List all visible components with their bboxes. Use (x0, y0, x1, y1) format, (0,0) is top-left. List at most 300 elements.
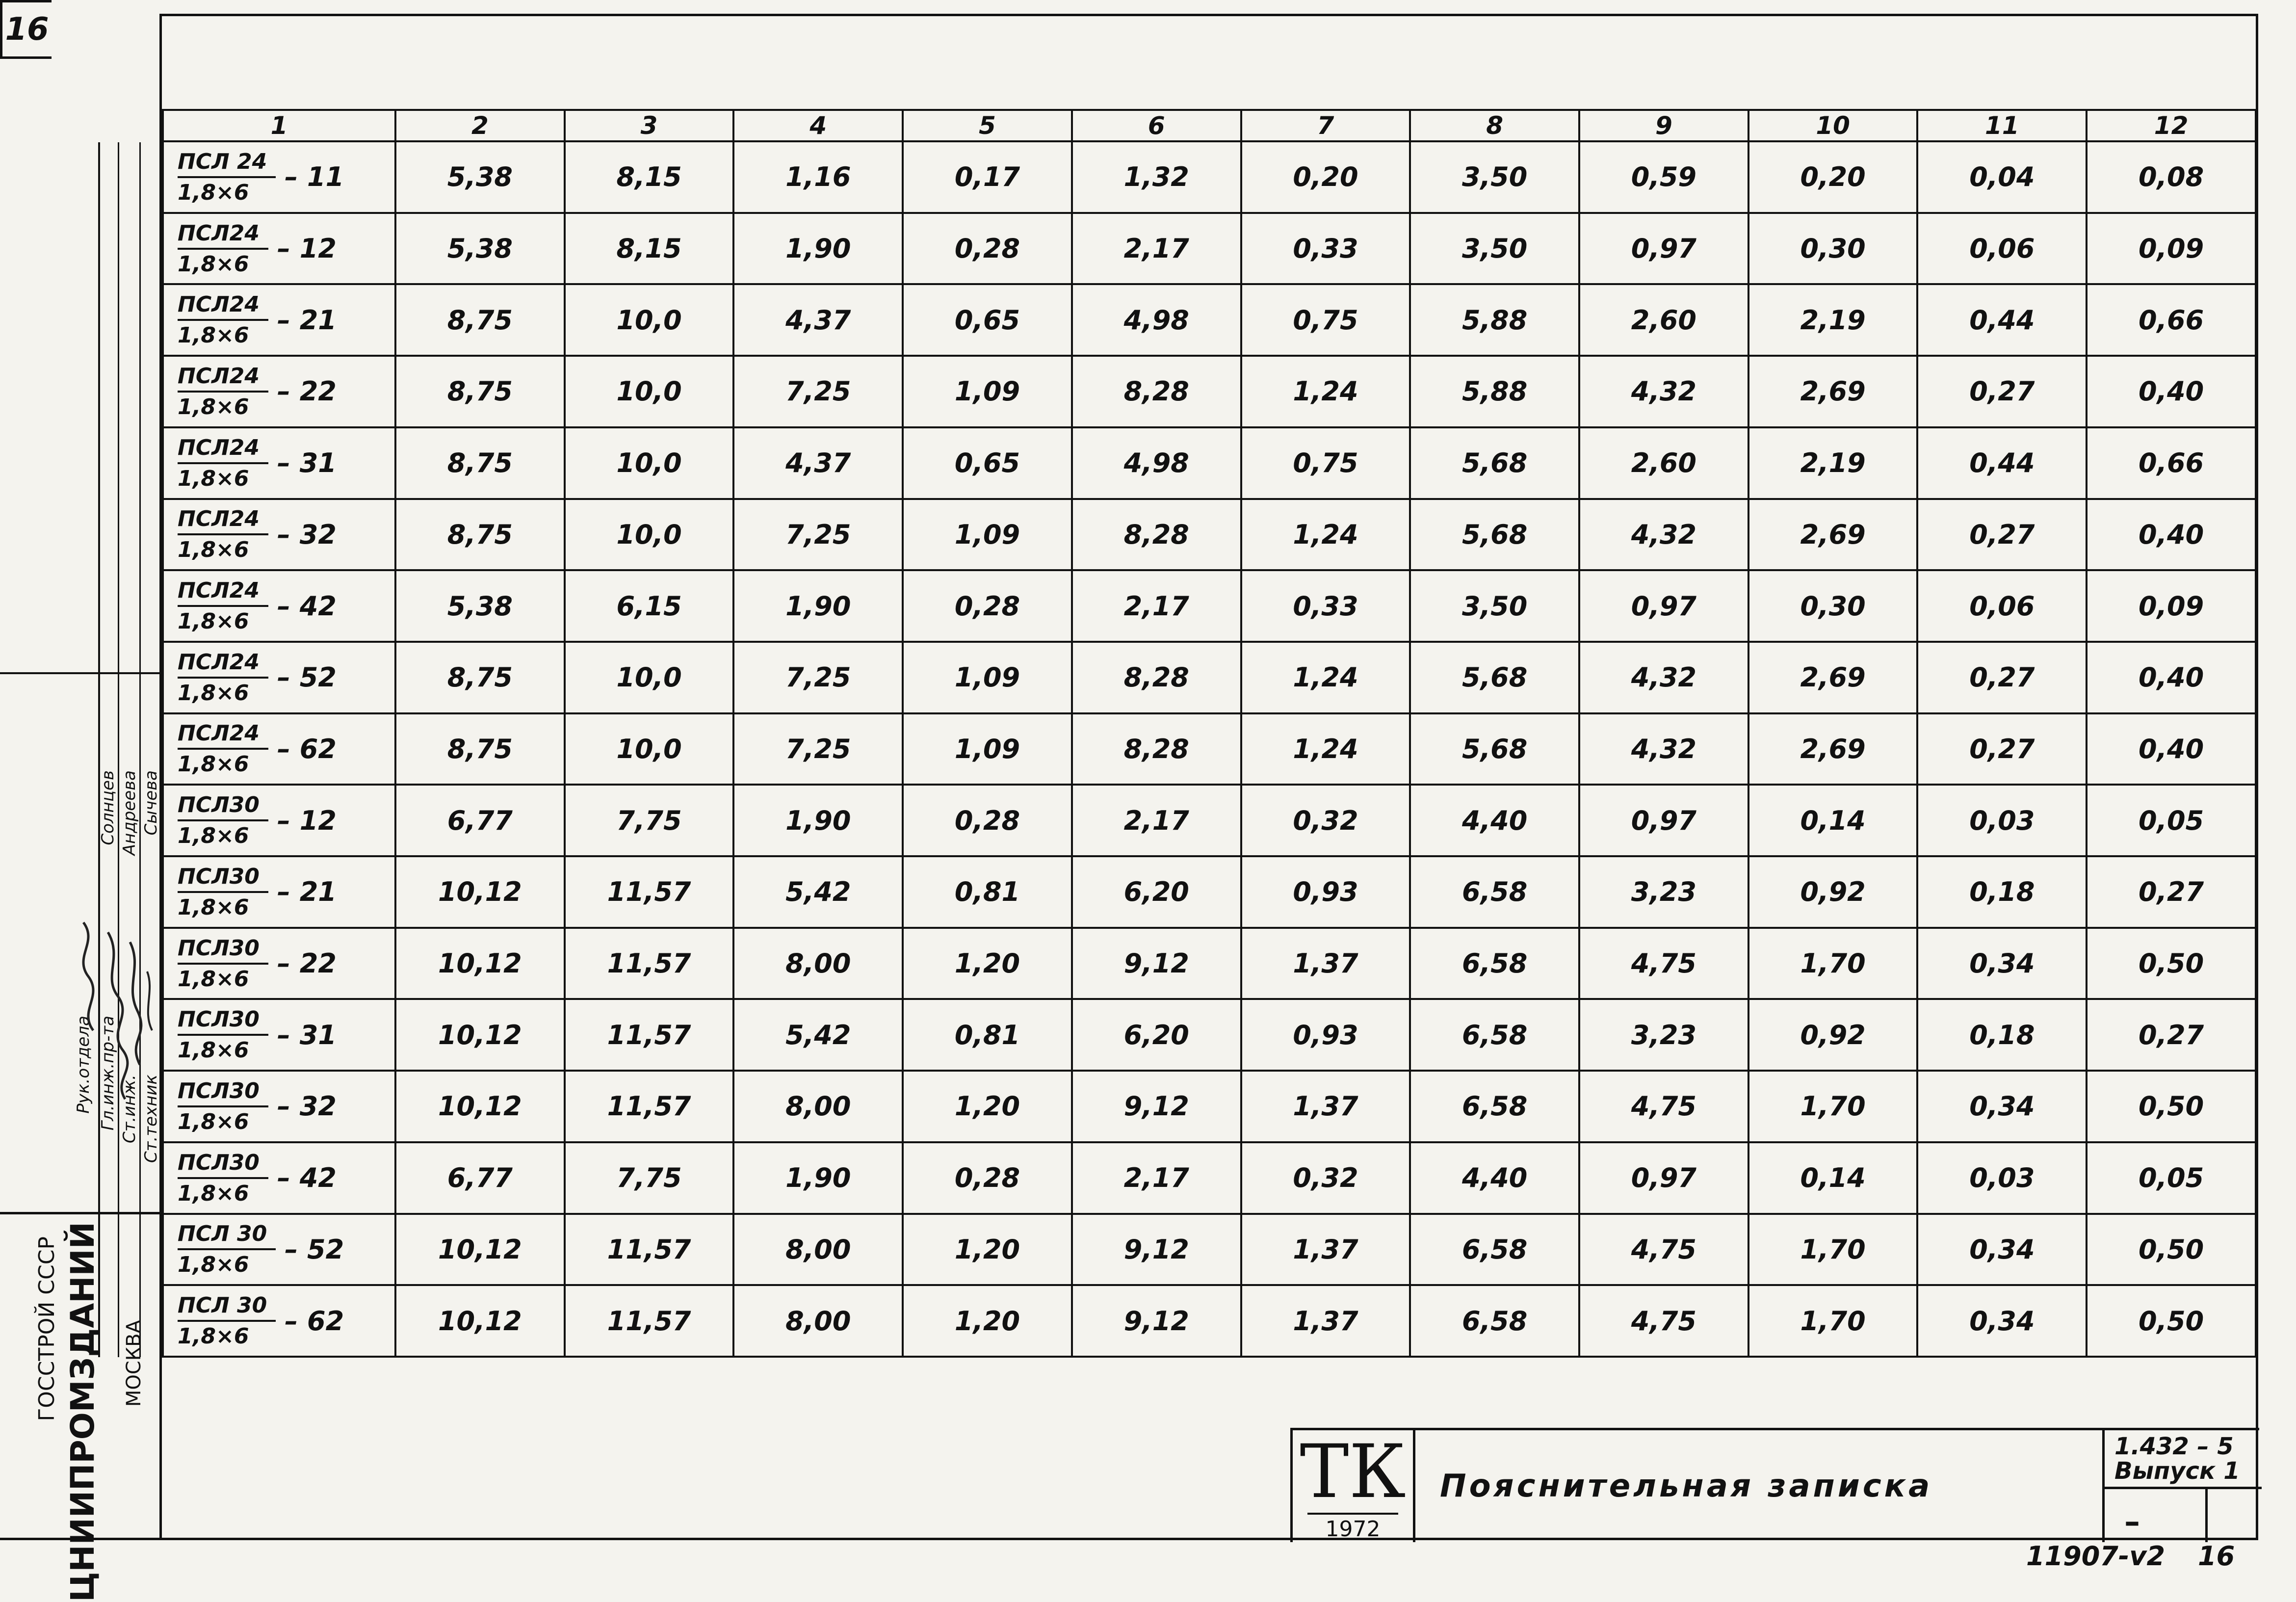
value-cell: 0,27 (2087, 999, 2256, 1071)
mark-bottom: 1,8×6 (178, 323, 249, 348)
mark-bottom: 1,8×6 (178, 1252, 249, 1278)
value-cell: 0,18 (1917, 856, 2087, 928)
element-mark (164, 1221, 394, 1277)
value-cell: 0,30 (1748, 213, 1918, 285)
mark-cell (163, 1142, 395, 1214)
value-cell: 1,37 (1241, 928, 1410, 999)
value-cell: 0,59 (1579, 141, 1748, 213)
value-cell: 4,32 (1579, 642, 1748, 713)
value-cell: 0,27 (1917, 642, 2087, 713)
sheet-dash: – (2124, 1504, 2140, 1540)
mark-bottom: 1,8×6 (178, 1109, 249, 1134)
value-cell: 0,28 (903, 570, 1072, 642)
value-cell: 0,06 (1917, 570, 2087, 642)
value-cell: 0,66 (2087, 427, 2256, 499)
value-cell: 8,75 (395, 427, 565, 499)
mark-suffix: – 52 (285, 1234, 344, 1265)
value-cell: 8,75 (395, 284, 565, 356)
value-cell: 0,28 (903, 785, 1072, 856)
header-cell-11: 11 (1917, 110, 2087, 141)
mark-bottom: 1,8×6 (178, 894, 249, 920)
value-cell: 9,12 (1072, 1071, 1241, 1142)
value-cell: 1,09 (903, 713, 1072, 785)
table-row (163, 856, 2256, 928)
value-cell: 0,92 (1748, 999, 1918, 1071)
mark-fraction (178, 650, 268, 706)
mark-top: ПСЛ 24 (178, 149, 276, 178)
value-cell: 1,20 (903, 1214, 1072, 1286)
header-cell-4: 4 (733, 110, 903, 141)
value-cell: 4,98 (1072, 284, 1241, 356)
value-cell: 5,38 (395, 570, 565, 642)
value-cell: 4,32 (1579, 499, 1748, 571)
value-cell: 0,34 (1917, 1071, 2087, 1142)
value-cell: 0,50 (2087, 928, 2256, 999)
table-row (163, 999, 2256, 1071)
value-cell: 4,75 (1579, 1214, 1748, 1286)
mark-fraction (178, 721, 268, 777)
value-cell: 1,32 (1072, 141, 1241, 213)
value-cell: 6,58 (1410, 1071, 1579, 1142)
mark-fraction (178, 792, 268, 848)
mark-top: ПСЛ24 (178, 506, 268, 535)
table-row (163, 1285, 2256, 1357)
table-filler-cell (163, 1357, 2256, 1358)
value-cell: 4,98 (1072, 427, 1241, 499)
mark-fraction (178, 435, 268, 491)
header-cell-6: 6 (1072, 110, 1241, 141)
value-cell: 0,09 (2087, 213, 2256, 285)
mark-bottom: 1,8×6 (178, 752, 249, 777)
stamp-role-2: Гл.инж.пр-та (98, 1016, 118, 1130)
mark-suffix: – 22 (277, 376, 337, 407)
mark-suffix: – 42 (277, 1162, 337, 1194)
stamp-role-1: Рук.отдела (74, 1016, 93, 1114)
value-cell: 1,37 (1241, 1214, 1410, 1286)
mark-suffix: – 31 (277, 1019, 337, 1050)
mark-top: ПСЛ24 (178, 292, 268, 321)
value-cell: 0,40 (2087, 499, 2256, 571)
value-cell: 0,27 (2087, 856, 2256, 928)
mark-top: ПСЛ30 (178, 1007, 268, 1036)
value-cell: 0,66 (2087, 284, 2256, 356)
stamp-name-2: Андреева (120, 770, 139, 856)
mark-bottom: 1,8×6 (178, 251, 249, 277)
series-code-box (2102, 1430, 2262, 1542)
element-mark (164, 936, 394, 992)
value-cell: 8,28 (1072, 713, 1241, 785)
element-mark (164, 1150, 394, 1206)
mark-cell (163, 499, 395, 571)
mark-bottom: 1,8×6 (178, 823, 249, 849)
value-cell: 2,69 (1748, 356, 1918, 427)
value-cell: 0,28 (903, 213, 1072, 285)
value-cell: 2,17 (1072, 1142, 1241, 1214)
specification-table (162, 109, 2257, 1358)
mark-suffix: – 21 (277, 876, 337, 908)
value-cell: 0,05 (2087, 1142, 2256, 1214)
value-cell: 0,40 (2087, 356, 2256, 427)
value-cell: 4,40 (1410, 1142, 1579, 1214)
value-cell: 4,75 (1579, 928, 1748, 999)
table-row (163, 427, 2256, 499)
series-number: 1.432 – 5 (2114, 1433, 2234, 1460)
mark-suffix: – 12 (277, 805, 337, 836)
value-cell: 0,40 (2087, 642, 2256, 713)
header-cell-8: 8 (1410, 110, 1579, 141)
value-cell: 10,12 (395, 1214, 565, 1286)
mark-fraction (178, 936, 268, 992)
value-cell: 1,70 (1748, 928, 1918, 999)
value-cell: 10,0 (565, 499, 734, 571)
value-cell: 5,88 (1410, 356, 1579, 427)
table-header-row (163, 110, 2256, 141)
mark-bottom: 1,8×6 (178, 394, 249, 420)
value-cell: 7,25 (733, 642, 903, 713)
value-cell: 4,75 (1579, 1071, 1748, 1142)
value-cell: 0,20 (1241, 141, 1410, 213)
value-cell: 0,08 (2087, 141, 2256, 213)
value-cell: 2,17 (1072, 213, 1241, 285)
value-cell: 0,33 (1241, 213, 1410, 285)
value-cell: 8,28 (1072, 356, 1241, 427)
element-mark (164, 435, 394, 491)
sheet-split (2205, 1487, 2208, 1542)
mark-top: ПСЛ 30 (178, 1221, 276, 1250)
value-cell: 10,0 (565, 284, 734, 356)
value-cell: 1,70 (1748, 1214, 1918, 1286)
mark-suffix: – 31 (277, 447, 337, 479)
mark-cell (163, 785, 395, 856)
value-cell: 4,32 (1579, 713, 1748, 785)
table-row (163, 785, 2256, 856)
org-name-line1: ГОССТРОЙ СССР (34, 1236, 59, 1421)
table-row (163, 928, 2256, 999)
value-cell: 9,12 (1072, 1285, 1241, 1357)
value-cell: 3,50 (1410, 141, 1579, 213)
series-code (2114, 1434, 2240, 1483)
header-cell-9: 9 (1579, 110, 1748, 141)
value-cell: 0,34 (1917, 1285, 2087, 1357)
table-filler-row (163, 1357, 2256, 1358)
mark-fraction (178, 1150, 268, 1206)
value-cell: 0,28 (903, 1142, 1072, 1214)
value-cell: 0,93 (1241, 999, 1410, 1071)
value-cell: 2,19 (1748, 427, 1918, 499)
mark-top: ПСЛ24 (178, 221, 268, 250)
mark-bottom: 1,8×6 (178, 966, 249, 992)
header-cell-1: 1 (163, 110, 395, 141)
value-cell: 1,16 (733, 141, 903, 213)
frame-top (162, 14, 2257, 16)
value-cell: 8,28 (1072, 499, 1241, 571)
table-row (163, 1071, 2256, 1142)
mark-top: ПСЛ 30 (178, 1293, 276, 1322)
value-cell: 8,00 (733, 1071, 903, 1142)
value-cell: 0,27 (1917, 356, 2087, 427)
value-cell: 5,68 (1410, 642, 1579, 713)
mark-top: ПСЛ30 (178, 792, 268, 821)
series-issue: Выпуск 1 (2114, 1457, 2240, 1485)
value-cell: 0,14 (1748, 1142, 1918, 1214)
element-mark (164, 506, 394, 562)
value-cell: 6,77 (395, 785, 565, 856)
value-cell: 1,90 (733, 570, 903, 642)
element-mark (164, 650, 394, 706)
mark-suffix: – 11 (285, 161, 344, 193)
mark-fraction (178, 1078, 268, 1134)
mark-fraction (178, 1007, 268, 1063)
value-cell: 0,04 (1917, 141, 2087, 213)
mark-top: ПСЛ30 (178, 1150, 268, 1179)
value-cell: 1,90 (733, 785, 903, 856)
mark-suffix: – 42 (277, 590, 337, 622)
value-cell: 10,12 (395, 856, 565, 928)
value-cell: 6,58 (1410, 1214, 1579, 1286)
value-cell: 0,34 (1917, 928, 2087, 999)
org-name-line2: ЦНИИПРОМЗДАНИЙ (64, 1222, 102, 1602)
mark-cell (163, 1214, 395, 1286)
value-cell: 1,09 (903, 356, 1072, 427)
value-cell: 9,12 (1072, 928, 1241, 999)
value-cell: 4,37 (733, 427, 903, 499)
value-cell: 3,50 (1410, 213, 1579, 285)
mark-fraction (178, 1293, 276, 1349)
value-cell: 0,97 (1579, 1142, 1748, 1214)
value-cell: 2,19 (1748, 284, 1918, 356)
stamp-role-4: Ст.техник (141, 1075, 161, 1163)
value-cell: 4,75 (1579, 1285, 1748, 1357)
value-cell: 6,77 (395, 1142, 565, 1214)
value-cell: 8,00 (733, 1285, 903, 1357)
value-cell: 8,15 (565, 141, 734, 213)
value-cell: 7,75 (565, 785, 734, 856)
value-cell: 2,60 (1579, 427, 1748, 499)
element-mark (164, 221, 394, 277)
value-cell: 0,17 (903, 141, 1072, 213)
value-cell: 4,32 (1579, 356, 1748, 427)
element-mark (164, 1293, 394, 1349)
mark-suffix: – 22 (277, 948, 337, 979)
mark-bottom: 1,8×6 (178, 609, 249, 634)
mark-suffix: – 52 (277, 662, 337, 693)
header-cell-7: 7 (1241, 110, 1410, 141)
value-cell: 10,0 (565, 356, 734, 427)
element-mark (164, 578, 394, 634)
mark-cell (163, 1285, 395, 1357)
value-cell: 2,17 (1072, 570, 1241, 642)
value-cell: 2,69 (1748, 499, 1918, 571)
mark-cell (163, 213, 395, 285)
mark-fraction (178, 292, 268, 348)
value-cell: 1,24 (1241, 356, 1410, 427)
stamp-name-1: Солнцев (98, 770, 118, 845)
mark-bottom: 1,8×6 (178, 1181, 249, 1206)
table-row (163, 642, 2256, 713)
value-cell: 5,68 (1410, 499, 1579, 571)
value-cell: 0,32 (1241, 785, 1410, 856)
document-title: Пояснительная записка (1440, 1468, 1933, 1504)
mark-cell (163, 642, 395, 713)
mark-cell (163, 713, 395, 785)
value-cell: 1,37 (1241, 1071, 1410, 1142)
value-cell: 6,58 (1410, 999, 1579, 1071)
value-cell: 0,65 (903, 427, 1072, 499)
footer-archive-code: 11907-v2 (2026, 1541, 2166, 1572)
value-cell: 1,20 (903, 928, 1072, 999)
value-cell: 11,57 (565, 999, 734, 1071)
header-cell-3: 3 (565, 110, 734, 141)
value-cell: 1,24 (1241, 499, 1410, 571)
value-cell: 8,75 (395, 713, 565, 785)
value-cell: 11,57 (565, 1214, 734, 1286)
mark-bottom: 1,8×6 (178, 1324, 249, 1349)
value-cell: 0,03 (1917, 785, 2087, 856)
mark-fraction (178, 864, 268, 920)
mark-cell (163, 284, 395, 356)
value-cell: 8,75 (395, 356, 565, 427)
mark-bottom: 1,8×6 (178, 680, 249, 706)
value-cell: 1,09 (903, 642, 1072, 713)
value-cell: 6,15 (565, 570, 734, 642)
mark-suffix: – 62 (277, 733, 337, 764)
mark-top: ПСЛ24 (178, 721, 268, 750)
value-cell: 0,33 (1241, 570, 1410, 642)
mark-top: ПСЛ30 (178, 864, 268, 893)
value-cell: 0,32 (1241, 1142, 1410, 1214)
mark-bottom: 1,8×6 (178, 180, 249, 205)
element-mark (164, 292, 394, 348)
mark-top: ПСЛ24 (178, 435, 268, 464)
sheet-divider (2105, 1487, 2262, 1489)
mark-top: ПСЛ30 (178, 936, 268, 965)
value-cell: 2,17 (1072, 785, 1241, 856)
value-cell: 8,15 (565, 213, 734, 285)
tk-logo-box (1293, 1430, 1415, 1542)
table-row (163, 713, 2256, 785)
value-cell: 1,09 (903, 499, 1072, 571)
table-row (163, 499, 2256, 571)
value-cell: 6,58 (1410, 1285, 1579, 1357)
value-cell: 0,30 (1748, 570, 1918, 642)
value-cell: 0,05 (2087, 785, 2256, 856)
value-cell: 11,57 (565, 1285, 734, 1357)
footer-page-number: 16 (2198, 1541, 2235, 1572)
element-mark (164, 364, 394, 420)
element-mark (164, 1078, 394, 1134)
signature-scribbles (69, 913, 162, 1217)
mark-cell (163, 1071, 395, 1142)
value-cell: 1,20 (903, 1071, 1072, 1142)
value-cell: 0,34 (1917, 1214, 2087, 1286)
table-row (163, 1142, 2256, 1214)
value-cell: 10,12 (395, 999, 565, 1071)
value-cell: 1,37 (1241, 1285, 1410, 1357)
value-cell: 0,20 (1748, 141, 1918, 213)
value-cell: 11,57 (565, 928, 734, 999)
value-cell: 10,0 (565, 642, 734, 713)
value-cell: 0,75 (1241, 284, 1410, 356)
value-cell: 0,44 (1917, 427, 2087, 499)
mark-bottom: 1,8×6 (178, 537, 249, 563)
element-mark (164, 1007, 394, 1063)
value-cell: 8,75 (395, 642, 565, 713)
mark-cell (163, 928, 395, 999)
value-cell: 3,23 (1579, 856, 1748, 928)
value-cell: 10,12 (395, 1071, 565, 1142)
stamp-separator-2 (0, 672, 162, 674)
mark-cell (163, 356, 395, 427)
element-mark (164, 792, 394, 848)
value-cell: 6,20 (1072, 999, 1241, 1071)
header-cell-12: 12 (2087, 110, 2256, 141)
mark-suffix: – 12 (277, 233, 337, 264)
value-cell: 11,57 (565, 1071, 734, 1142)
value-cell: 8,28 (1072, 642, 1241, 713)
value-cell: 9,12 (1072, 1214, 1241, 1286)
table-body (163, 141, 2256, 1358)
value-cell: 0,65 (903, 284, 1072, 356)
value-cell: 3,50 (1410, 570, 1579, 642)
value-cell: 0,50 (2087, 1071, 2256, 1142)
value-cell: 5,88 (1410, 284, 1579, 356)
value-cell: 1,90 (733, 213, 903, 285)
value-cell: 0,92 (1748, 856, 1918, 928)
org-city: МОСКВА (123, 1320, 145, 1407)
value-cell: 2,69 (1748, 642, 1918, 713)
value-cell: 8,75 (395, 499, 565, 571)
mark-top: ПСЛ24 (178, 650, 268, 679)
value-cell: 7,75 (565, 1142, 734, 1214)
value-cell: 0,75 (1241, 427, 1410, 499)
value-cell: 8,00 (733, 1214, 903, 1286)
mark-suffix: – 62 (285, 1305, 344, 1337)
mark-cell (163, 570, 395, 642)
mark-suffix: – 21 (277, 304, 337, 336)
value-cell: 0,18 (1917, 999, 2087, 1071)
value-cell: 10,12 (395, 928, 565, 999)
stamp-role-3: Ст.инж. (120, 1075, 139, 1144)
mark-fraction (178, 149, 276, 205)
value-cell: 5,42 (733, 999, 903, 1071)
value-cell: 0,97 (1579, 570, 1748, 642)
header-cell-5: 5 (903, 110, 1072, 141)
value-cell: 0,40 (2087, 713, 2256, 785)
value-cell: 0,50 (2087, 1285, 2256, 1357)
value-cell: 7,25 (733, 356, 903, 427)
mark-suffix: – 32 (277, 1091, 337, 1122)
value-cell: 0,97 (1579, 785, 1748, 856)
value-cell: 3,23 (1579, 999, 1748, 1071)
mark-cell (163, 141, 395, 213)
tk-year: 1972 (1307, 1513, 1398, 1542)
value-cell: 0,44 (1917, 284, 2087, 356)
mark-bottom: 1,8×6 (178, 466, 249, 491)
value-cell: 0,03 (1917, 1142, 2087, 1214)
value-cell: 5,38 (395, 141, 565, 213)
element-mark (164, 721, 394, 777)
value-cell: 11,57 (565, 856, 734, 928)
value-cell: 1,24 (1241, 642, 1410, 713)
value-cell: 5,38 (395, 213, 565, 285)
element-mark (164, 864, 394, 920)
value-cell: 0,27 (1917, 713, 2087, 785)
value-cell: 1,20 (903, 1285, 1072, 1357)
tk-logo: ТК (1300, 1429, 1406, 1515)
value-cell: 0,09 (2087, 570, 2256, 642)
mark-top: ПСЛ24 (178, 578, 268, 607)
mark-top: ПСЛ24 (178, 364, 268, 393)
